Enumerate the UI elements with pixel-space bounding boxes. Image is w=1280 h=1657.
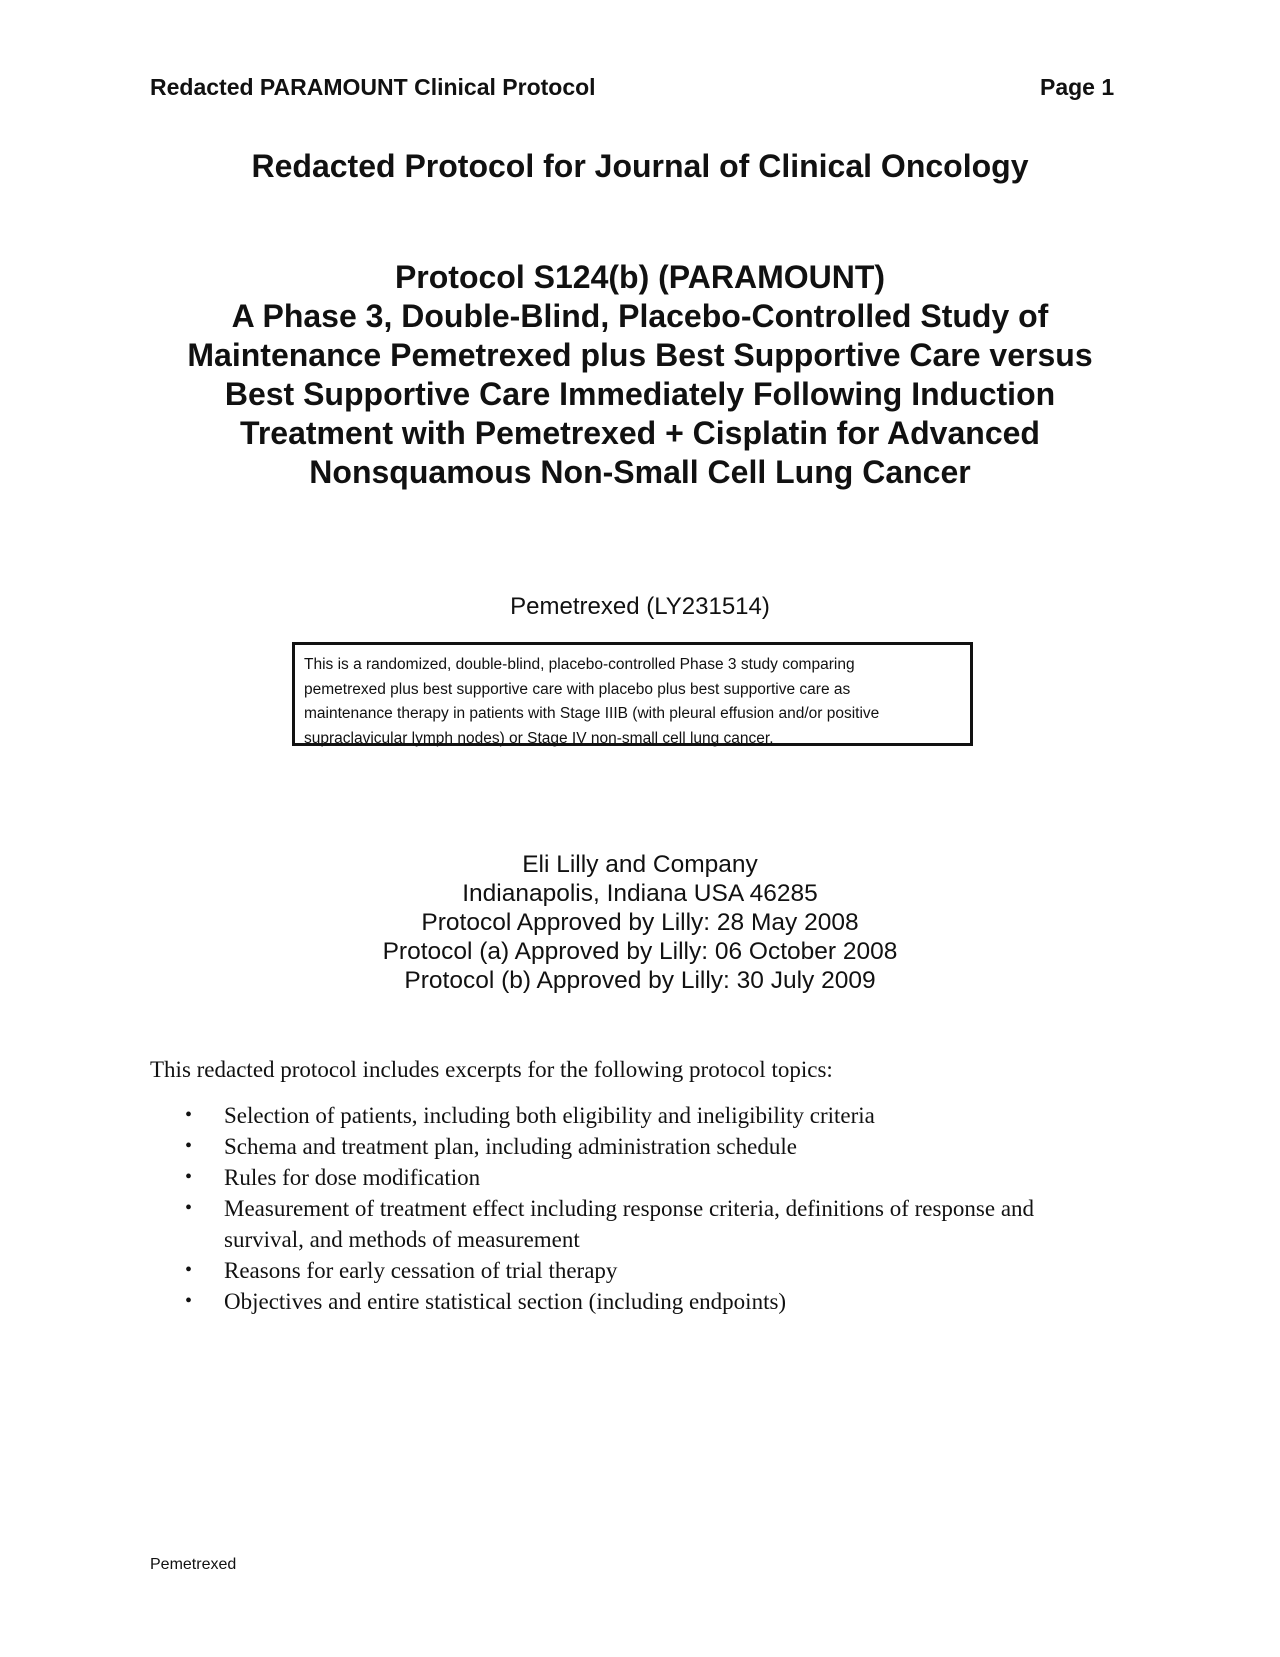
running-footer: Pemetrexed (150, 1556, 237, 1573)
list-item-text: Measurement of treatment effect including response criteria, definitions of response and (224, 1196, 1035, 1221)
sponsor-line: Indianapolis, Indiana USA 46285 (462, 880, 818, 907)
list-item-text: Schema and treatment plan, including administration schedule (224, 1134, 797, 1159)
list-item (150, 1131, 1150, 1162)
summary-line: supraclavicular lymph nodes) or Stage IV non-small cell lung cancer. (304, 729, 774, 747)
list-item-text: Selection of patients, including both eligibility and ineligibility criteria (224, 1103, 875, 1128)
list-item-text: Reasons for early cessation of trial therapy (224, 1258, 618, 1283)
sponsor-line: Eli Lilly and Company (522, 851, 758, 878)
approval-line: Protocol (a) Approved by Lilly: 06 October 2008 (382, 938, 898, 965)
summary-line: This is a randomized, double-blind, placebo-controlled Phase 3 study comparing (304, 656, 855, 673)
bullet-icon: • (185, 1290, 193, 1312)
sponsor-block (0, 850, 1280, 995)
summary-line: pemetrexed plus best supportive care with placebo plus best supportive care as (304, 680, 851, 698)
list-item (150, 1193, 1150, 1255)
approval-line: Protocol (b) Approved by Lilly: 30 July 2009 (404, 967, 876, 994)
bullet-icon: • (185, 1166, 193, 1188)
list-item (150, 1286, 1150, 1317)
topics-list (150, 1100, 1150, 1317)
list-item (150, 1162, 1150, 1193)
protocol-title-line: A Phase 3, Double-Blind, Placebo-Controlled Study of (231, 298, 1049, 334)
protocol-title (100, 258, 1180, 492)
topics-intro: This redacted protocol includes excerpts for the following protocol topics: (150, 1057, 833, 1082)
summary-line: maintenance therapy in patients with Stage IIIB (with pleural effusion and/or positive (304, 705, 880, 722)
protocol-title-line: Nonsquamous Non-Small Cell Lung Cancer (309, 454, 971, 490)
bullet-icon: • (185, 1197, 193, 1219)
page-number: Page 1 (1040, 74, 1115, 100)
list-item-text-continued: survival, and methods of measurement (224, 1227, 580, 1252)
running-header-title: Redacted PARAMOUNT Clinical Protocol (150, 74, 596, 100)
bullet-icon: • (185, 1135, 193, 1157)
protocol-title-line: Treatment with Pemetrexed + Cisplatin for Advanced (240, 415, 1040, 451)
bullet-icon: • (185, 1104, 193, 1126)
list-item-text: Rules for dose modification (224, 1165, 481, 1190)
document-title: Redacted Protocol for Journal of Clinical Oncology (251, 148, 1029, 184)
list-item (150, 1255, 1150, 1286)
study-summary-box (292, 642, 973, 746)
approval-line: Protocol Approved by Lilly: 28 May 2008 (421, 909, 859, 936)
protocol-title-line: Protocol S124(b) (PARAMOUNT) (394, 259, 886, 295)
protocol-title-line: Maintenance Pemetrexed plus Best Supportive Care versus (187, 337, 1093, 373)
list-item-text: Objectives and entire statistical section (including endpoints) (224, 1289, 787, 1314)
list-item (150, 1100, 1150, 1131)
protocol-title-line: Best Supportive Care Immediately Following Induction (224, 376, 1056, 412)
bullet-icon: • (185, 1259, 193, 1281)
compound-name: Pemetrexed (LY231514) (510, 593, 770, 620)
